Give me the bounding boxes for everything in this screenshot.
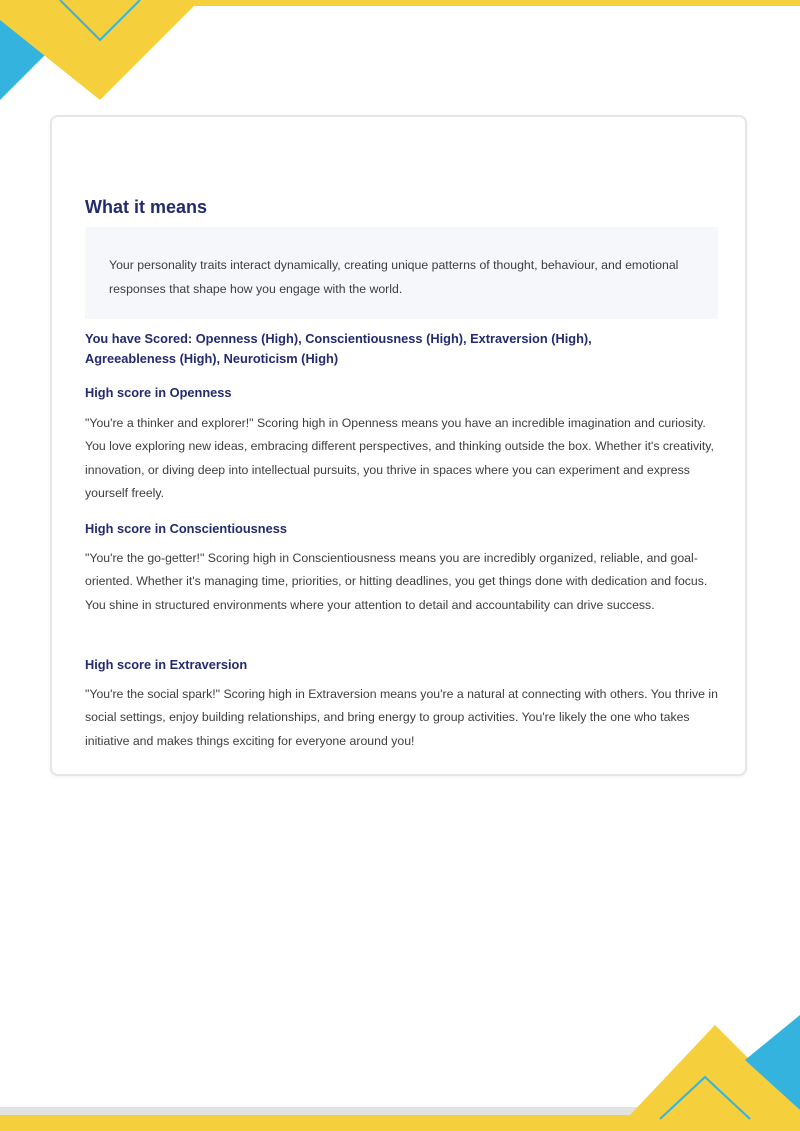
trait-title-extraversion: High score in Extraversion bbox=[85, 657, 248, 672]
bottom-blue-triangle bbox=[745, 1015, 800, 1110]
bottom-chevron-line bbox=[660, 1077, 750, 1119]
bottom-corner-decoration bbox=[0, 1015, 800, 1131]
scored-summary bbox=[85, 329, 725, 369]
bottom-yellow-stripe bbox=[0, 1115, 800, 1131]
bottom-yellow-triangle bbox=[615, 1025, 800, 1131]
scored-line-1: You have Scored: Openness (High), Conscientiousness (High), Extraversion (High), bbox=[85, 331, 592, 346]
intro-box bbox=[85, 227, 718, 319]
intro-text: Your personality traits interact dynamically, creating unique patterns of thought, behaviour, and emotional responses that shape how you engage with the world. bbox=[109, 258, 679, 296]
section-title: What it means bbox=[85, 197, 208, 217]
trait-description-conscientiousness: "You're the go-getter!" Scoring high in Conscientiousness means you are incredibly organized, reliable, and goal-oriented. Whether it's managing time, priorities, or hitting deadlines, you get things done with dedication and focus. You shine in structured environments where your attention to detail and accountability can drive success. bbox=[85, 551, 708, 612]
top-yellow-triangle bbox=[0, 0, 200, 100]
top-blue-triangle bbox=[0, 0, 60, 100]
top-yellow-stripe bbox=[150, 0, 800, 6]
top-chevron-line bbox=[60, 0, 140, 40]
trait-description-extraversion: "You're the social spark!" Scoring high in Extraversion means you're a natural at connecting with others. You thrive in social settings, enjoy building relationships, and bring energy to group activities. You're likely the one who takes initiative and makes things exciting for everyone around you! bbox=[85, 687, 718, 748]
scored-line-2: Agreeableness (High), Neuroticism (High) bbox=[85, 351, 339, 366]
trait-title-openness: High score in Openness bbox=[85, 385, 232, 400]
top-corner-decoration bbox=[0, 0, 800, 110]
bottom-gray-shadow bbox=[0, 1107, 660, 1117]
trait-description-openness: "You're a thinker and explorer!" Scoring high in Openness means you have an incredible imagination and curiosity. You love exploring new ideas, embracing different perspectives, and thinking outside the box. Whether it's creativity, innovation, or diving deep into intellectual pursuits, you thrive in spaces where you can experiment and express yourself freely. bbox=[85, 416, 714, 500]
trait-title-conscientiousness: High score in Conscientiousness bbox=[85, 521, 287, 536]
content-card bbox=[50, 115, 747, 776]
